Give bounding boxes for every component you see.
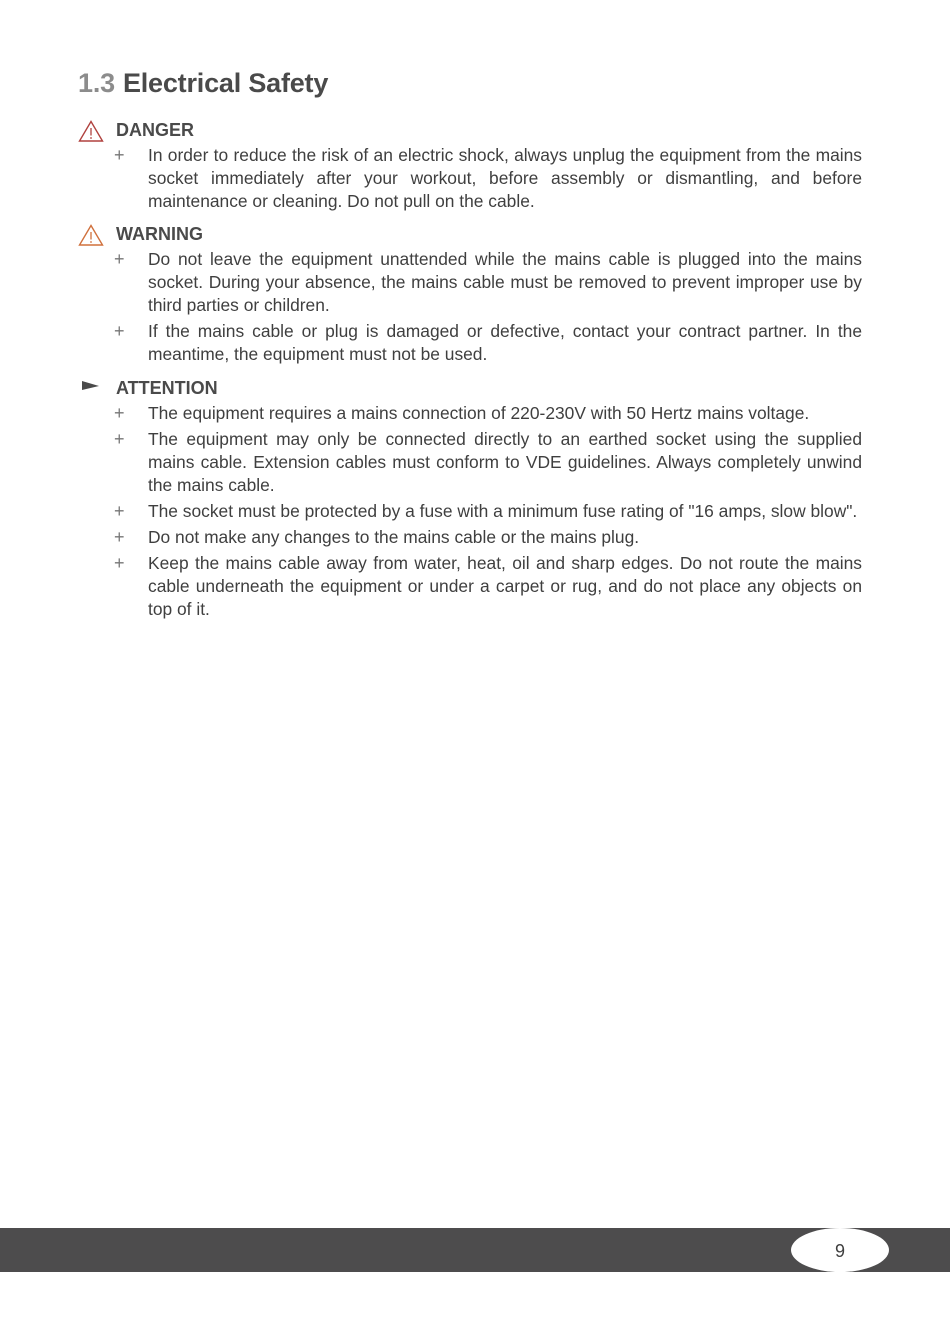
warning-label: WARNING xyxy=(116,224,203,244)
attention-section xyxy=(78,378,862,624)
danger-section xyxy=(78,120,862,216)
plus-icon: + xyxy=(114,249,125,269)
list-item: + Do not make any changes to the mains cable or the mains plug. xyxy=(114,527,640,547)
warning-list xyxy=(78,248,862,366)
arrow-pointer-icon xyxy=(78,378,104,400)
section-number: 1.3 xyxy=(78,68,115,98)
attention-list xyxy=(78,402,862,621)
list-item: + Keep the mains cable away from water, heat, oil and sharp edges. Do not route the mains cable underneath the equipment or under a carpet or rug, and do not place any objects on top of it. xyxy=(114,553,862,619)
warning-triangle-icon xyxy=(78,120,104,142)
list-item: + The equipment requires a mains connection of 220-230V with 50 Hertz mains voltage. xyxy=(114,403,810,423)
list-item: + If the mains cable or plug is damaged or defective, contact your contract partner. In the meantime, the equipment must not be used. xyxy=(114,321,862,364)
page-title xyxy=(78,68,328,99)
danger-header xyxy=(78,120,862,144)
warning-header xyxy=(78,224,862,248)
warning-triangle-icon xyxy=(78,224,104,246)
attention-header xyxy=(78,378,862,402)
plus-icon: + xyxy=(114,403,125,423)
list-item: + The equipment may only be connected directly to an earthed socket using the supplied mains cable. Extension cables must conform to VDE guidelines. Always completely unwind the mains cable. xyxy=(114,429,862,495)
attention-label: ATTENTION xyxy=(116,378,218,398)
danger-list xyxy=(78,144,862,213)
list-item: + In order to reduce the risk of an electric shock, always unplug the equipment from the mains socket immediately after your workout, before assembly or dismantling, and before maintenance or cleaning. Do not pull on the cable. xyxy=(114,145,862,211)
plus-icon: + xyxy=(114,429,125,449)
plus-icon: + xyxy=(114,321,125,341)
plus-icon: + xyxy=(114,553,125,573)
warning-section xyxy=(78,224,862,369)
plus-icon: + xyxy=(114,527,125,547)
page-number: 9 xyxy=(834,1241,845,1261)
plus-icon: + xyxy=(114,145,125,165)
section-title: Electrical Safety xyxy=(122,68,329,98)
plus-icon: + xyxy=(114,501,125,521)
list-item: + Do not leave the equipment unattended while the mains cable is plugged into the mains socket. During your absence, the mains cable must be removed to prevent improper use by third parties or children. xyxy=(114,249,862,315)
list-item: + The socket must be protected by a fuse with a minimum fuse rating of "16 amps, slow blow". xyxy=(114,501,858,521)
danger-label: DANGER xyxy=(116,120,195,140)
